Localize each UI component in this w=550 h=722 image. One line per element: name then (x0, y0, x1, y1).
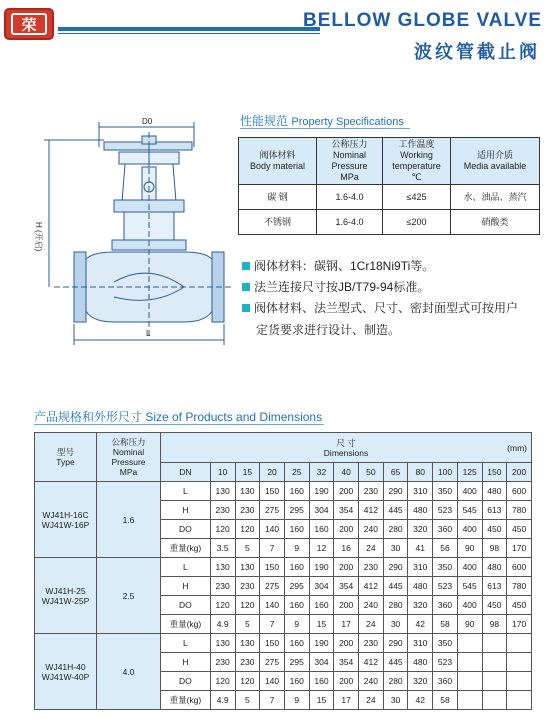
value-cell: 42 (408, 615, 433, 634)
row-label: L (161, 558, 211, 577)
value-cell: 160 (284, 596, 309, 615)
value-cell: 90 (457, 615, 482, 634)
spec-material-en: Body material (249, 161, 306, 171)
value-cell: 190 (309, 482, 334, 501)
spec-media-cn: 适用介质 (476, 150, 513, 160)
d0-label: D0 (142, 117, 153, 126)
row-label: 重量(kg) (161, 539, 211, 558)
value-cell: 17 (334, 691, 359, 710)
type-code: WJ41H-16C (42, 509, 89, 520)
bullet-text: 阀体材料：碳钢、1Cr18Ni9Ti等。 (254, 259, 435, 273)
type-code: WJ41W-40P (41, 671, 90, 682)
row-label: 重量(kg) (161, 691, 211, 710)
value-cell (457, 672, 482, 691)
value-cell: 230 (235, 653, 260, 672)
spec-cell: 不锈钢 (239, 210, 317, 235)
type-code: WJ41H-40 (45, 661, 86, 672)
value-cell (482, 672, 507, 691)
header-pressure-line: Pressure (111, 457, 146, 467)
value-cell (482, 653, 507, 672)
value-cell: 230 (359, 558, 384, 577)
row-label: L (161, 482, 211, 501)
value-cell: 360 (433, 520, 458, 539)
value-cell: 480 (408, 653, 433, 672)
value-cell: 320 (408, 672, 433, 691)
dn-value: 125 (457, 463, 482, 482)
value-cell: 30 (383, 539, 408, 558)
bullet-text: 阀体材料、法兰型式、尺寸、密封面型式可按用户 (254, 301, 519, 315)
value-cell: 290 (383, 634, 408, 653)
value-cell: 600 (507, 558, 532, 577)
value-cell: 150 (260, 482, 285, 501)
value-cell: 400 (457, 596, 482, 615)
bullet-item (242, 297, 542, 341)
value-cell: 310 (408, 482, 433, 501)
dn-value: 10 (210, 463, 235, 482)
value-cell: 130 (235, 482, 260, 501)
spec-header-row (239, 138, 540, 185)
type-cell (35, 482, 97, 558)
spec-heading (240, 112, 404, 129)
value-cell: 280 (383, 672, 408, 691)
header-pressure-line: Nominal (112, 447, 145, 457)
value-cell: 412 (359, 501, 384, 520)
value-cell: 200 (334, 558, 359, 577)
header-unit: (mm) (507, 443, 527, 453)
value-cell: 3.5 (210, 539, 235, 558)
bullet-item (242, 255, 434, 277)
value-cell: 450 (482, 596, 507, 615)
row-label: H (161, 501, 211, 520)
products-table (34, 432, 532, 710)
value-cell: 320 (408, 520, 433, 539)
value-cell: 613 (482, 501, 507, 520)
dn-value: 150 (482, 463, 507, 482)
value-cell: 5 (235, 615, 260, 634)
value-cell: 360 (433, 596, 458, 615)
table-row (35, 482, 532, 501)
value-cell: 275 (260, 501, 285, 520)
row-label: DO (161, 520, 211, 539)
value-cell: 190 (309, 634, 334, 653)
dn-label: DN (161, 463, 211, 482)
value-cell: 310 (408, 634, 433, 653)
value-cell: 295 (284, 577, 309, 596)
value-cell: 200 (334, 672, 359, 691)
value-cell: 600 (507, 482, 532, 501)
value-cell: 230 (235, 501, 260, 520)
dn-value: 80 (408, 463, 433, 482)
value-cell: 400 (457, 482, 482, 501)
value-cell: 412 (359, 577, 384, 596)
value-cell: 290 (383, 482, 408, 501)
value-cell: 445 (383, 501, 408, 520)
value-cell: 350 (433, 558, 458, 577)
value-cell: 200 (334, 520, 359, 539)
header-pressure-line: 公称压力 (111, 437, 146, 447)
spec-temp-en2: temperature (392, 161, 441, 171)
value-cell: 320 (408, 596, 433, 615)
header-rule (58, 27, 320, 31)
value-cell: 140 (260, 596, 285, 615)
spec-col-pressure (317, 138, 383, 185)
value-cell: 230 (359, 634, 384, 653)
value-cell: 170 (507, 539, 532, 558)
spec-material-cn: 阀体材料 (259, 150, 296, 160)
value-cell: 170 (507, 615, 532, 634)
value-cell: 160 (284, 482, 309, 501)
value-cell: 295 (284, 501, 309, 520)
type-cell (35, 634, 97, 710)
value-cell: 7 (260, 691, 285, 710)
value-cell: 160 (309, 596, 334, 615)
value-cell: 98 (482, 539, 507, 558)
spec-pressure-cn: 公称压力 (331, 139, 368, 149)
value-cell (457, 653, 482, 672)
value-cell: 280 (383, 596, 408, 615)
dn-value: 40 (334, 463, 359, 482)
value-cell: 160 (309, 672, 334, 691)
value-cell: 545 (457, 501, 482, 520)
value-cell: 130 (210, 634, 235, 653)
value-cell: 230 (210, 501, 235, 520)
header-pressure-line: MPa (119, 467, 138, 477)
header-dimensions (161, 433, 532, 463)
value-cell: 24 (359, 615, 384, 634)
value-cell: 240 (359, 520, 384, 539)
value-cell: 130 (235, 634, 260, 653)
value-cell: 120 (235, 596, 260, 615)
spec-cell: ≤200 (383, 210, 451, 235)
value-cell: 5 (235, 691, 260, 710)
row-label: 重量(kg) (161, 615, 211, 634)
bullet-square-icon (242, 283, 250, 291)
value-cell: 613 (482, 577, 507, 596)
dn-value: 65 (383, 463, 408, 482)
value-cell: 24 (359, 539, 384, 558)
spec-heading-en: Property Specifications (291, 116, 404, 128)
value-cell: 200 (334, 596, 359, 615)
value-cell: 160 (284, 672, 309, 691)
value-cell: 56 (433, 539, 458, 558)
value-cell: 15 (309, 691, 334, 710)
value-cell: 9 (284, 539, 309, 558)
spec-temp-cn: 工作温度 (398, 139, 435, 149)
value-cell: 450 (507, 596, 532, 615)
row-label: H (161, 653, 211, 672)
spec-temp-en3: ℃ (411, 172, 422, 182)
products-heading-rule (34, 424, 324, 425)
bullet-square-icon (242, 304, 250, 312)
value-cell: 120 (210, 672, 235, 691)
spec-cell: 水、油品、蒸汽 (451, 185, 540, 210)
spec-cell: 硝酸类 (451, 210, 540, 235)
logo-mark: 荣 (11, 13, 47, 35)
value-cell: 30 (383, 691, 408, 710)
value-cell: 545 (457, 577, 482, 596)
dn-value: 50 (359, 463, 384, 482)
header-type-cn: 型号 (56, 447, 74, 457)
value-cell: 41 (408, 539, 433, 558)
value-cell: 230 (210, 653, 235, 672)
spec-cell: 碳 钢 (239, 185, 317, 210)
row-label: DO (161, 596, 211, 615)
value-cell: 230 (359, 482, 384, 501)
spec-pressure-en2: Pressure (331, 161, 368, 171)
value-cell: 160 (284, 558, 309, 577)
value-cell: 15 (309, 615, 334, 634)
value-cell: 523 (433, 653, 458, 672)
dn-value: 15 (235, 463, 260, 482)
type-cell (35, 558, 97, 634)
value-cell: 58 (433, 615, 458, 634)
type-code: WJ41W-25P (41, 595, 90, 606)
title-chinese: 波纹管截止阀 (414, 42, 540, 62)
row-label: H (161, 577, 211, 596)
bullet-item (242, 276, 429, 298)
value-cell: 360 (433, 672, 458, 691)
value-cell: 140 (260, 672, 285, 691)
value-cell: 230 (210, 577, 235, 596)
value-cell: 130 (235, 558, 260, 577)
h-label: H (开启) (34, 222, 43, 252)
value-cell: 150 (260, 558, 285, 577)
value-cell: 310 (408, 558, 433, 577)
value-cell: 450 (507, 520, 532, 539)
value-cell: 130 (210, 558, 235, 577)
header-dimensions-en: Dimensions (323, 447, 369, 458)
value-cell: 120 (235, 520, 260, 539)
dn-value: 100 (433, 463, 458, 482)
value-cell: 7 (260, 539, 285, 558)
spec-row (239, 210, 540, 235)
value-cell: 523 (433, 501, 458, 520)
l-label: L (146, 329, 151, 338)
dn-value: 20 (260, 463, 285, 482)
value-cell: 200 (334, 482, 359, 501)
header-pressure (97, 433, 161, 482)
value-cell: 140 (260, 520, 285, 539)
spec-pressure-en1: Nominal (332, 150, 366, 160)
value-cell: 9 (284, 615, 309, 634)
bullet-text-continued: 定货要求进行设计、制造。 (256, 323, 401, 337)
value-cell: 350 (433, 482, 458, 501)
value-cell: 412 (359, 653, 384, 672)
company-logo (4, 8, 54, 40)
value-cell: 4.9 (210, 615, 235, 634)
value-cell: 150 (260, 634, 285, 653)
value-cell: 290 (383, 558, 408, 577)
spec-cell: 1.6-4.0 (317, 210, 383, 235)
value-cell: 480 (482, 558, 507, 577)
value-cell (507, 653, 532, 672)
value-cell: 280 (383, 520, 408, 539)
value-cell: 130 (210, 482, 235, 501)
value-cell: 780 (507, 577, 532, 596)
value-cell: 400 (457, 520, 482, 539)
value-cell: 16 (334, 539, 359, 558)
spec-row (239, 185, 540, 210)
header-type (35, 433, 97, 482)
pressure-cell: 4.0 (97, 634, 161, 710)
dn-value: 32 (309, 463, 334, 482)
value-cell: 445 (383, 653, 408, 672)
pressure-cell: 1.6 (97, 482, 161, 558)
value-cell: 450 (482, 520, 507, 539)
value-cell: 350 (433, 634, 458, 653)
value-cell: 5 (235, 539, 260, 558)
spec-temp-en1: Working (400, 150, 433, 160)
spec-col-temp (383, 138, 451, 185)
value-cell: 780 (507, 501, 532, 520)
value-cell (457, 634, 482, 653)
value-cell: 354 (334, 577, 359, 596)
value-cell (482, 634, 507, 653)
value-cell: 17 (334, 615, 359, 634)
value-cell: 240 (359, 596, 384, 615)
value-cell: 90 (457, 539, 482, 558)
value-cell (507, 691, 532, 710)
value-cell: 240 (359, 672, 384, 691)
value-cell: 120 (210, 520, 235, 539)
title-english: BELLOW GLOBE VALVE (303, 10, 542, 31)
dn-value: 200 (507, 463, 532, 482)
spec-heading-cn: 性能规范 (240, 114, 289, 128)
value-cell: 160 (284, 634, 309, 653)
spec-col-media (451, 138, 540, 185)
table-row (35, 634, 532, 653)
value-cell: 9 (284, 691, 309, 710)
products-heading: 产品规格和外形尺寸 Size of Products and Dimensions (34, 410, 323, 424)
type-code: WJ41H-25 (45, 585, 86, 596)
value-cell: 445 (383, 577, 408, 596)
value-cell: 354 (334, 653, 359, 672)
spec-table (238, 137, 540, 235)
header-rule-thin (58, 33, 320, 34)
value-cell: 160 (284, 520, 309, 539)
value-cell: 120 (235, 672, 260, 691)
spec-cell: 1.6-4.0 (317, 185, 383, 210)
value-cell (507, 672, 532, 691)
valve-drawing (14, 112, 234, 350)
value-cell (457, 691, 482, 710)
value-cell (482, 691, 507, 710)
value-cell: 523 (433, 577, 458, 596)
value-cell: 4.9 (210, 691, 235, 710)
pressure-cell: 2.5 (97, 558, 161, 634)
value-cell: 295 (284, 653, 309, 672)
value-cell: 480 (408, 577, 433, 596)
value-cell: 58 (433, 691, 458, 710)
row-label: DO (161, 672, 211, 691)
dn-value: 25 (284, 463, 309, 482)
row-label: L (161, 634, 211, 653)
value-cell (507, 634, 532, 653)
value-cell: 24 (359, 691, 384, 710)
value-cell: 304 (309, 577, 334, 596)
value-cell: 354 (334, 501, 359, 520)
header-type-en: Type (56, 457, 75, 467)
value-cell: 304 (309, 501, 334, 520)
value-cell: 480 (482, 482, 507, 501)
value-cell: 30 (383, 615, 408, 634)
value-cell: 200 (334, 634, 359, 653)
spec-col-material (239, 138, 317, 185)
spec-media-en: Media available (463, 161, 527, 171)
table-row (35, 558, 532, 577)
type-code: WJ41W-16P (41, 519, 90, 530)
value-cell: 120 (210, 596, 235, 615)
value-cell: 400 (457, 558, 482, 577)
value-cell: 480 (408, 501, 433, 520)
value-cell: 304 (309, 653, 334, 672)
bullet-text: 法兰连接尺寸按JB/T79-94标准。 (254, 280, 430, 294)
value-cell: 98 (482, 615, 507, 634)
value-cell: 7 (260, 615, 285, 634)
bullet-square-icon (242, 262, 250, 270)
value-cell: 12 (309, 539, 334, 558)
value-cell: 230 (235, 577, 260, 596)
value-cell: 275 (260, 653, 285, 672)
spec-pressure-en3: MPa (340, 172, 359, 182)
value-cell: 275 (260, 577, 285, 596)
spec-cell: ≤425 (383, 185, 451, 210)
products-header-row (35, 433, 532, 463)
value-cell: 42 (408, 691, 433, 710)
spec-heading-rule (240, 128, 410, 129)
header-dimensions-cn: 尺 寸 (336, 437, 356, 448)
value-cell: 190 (309, 558, 334, 577)
value-cell: 160 (309, 520, 334, 539)
